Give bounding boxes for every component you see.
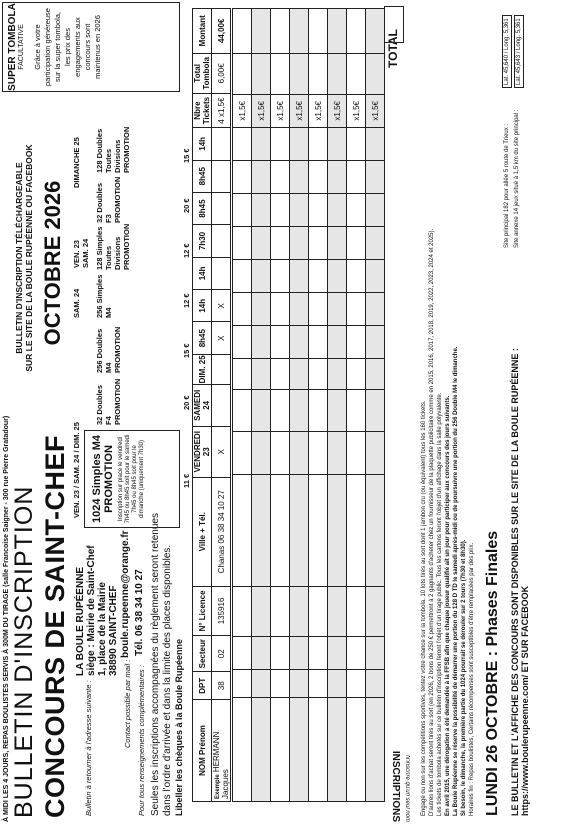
download-banner [14,128,34,388]
entry-cell[interactable] [328,259,347,292]
col-t4: 7h30 [193,225,212,257]
entry-cell[interactable] [366,697,385,801]
site-annexe: Site annexe 14 jeux situé à 1,5 km du site principal : [514,109,520,248]
entry-cell[interactable] [290,9,309,54]
entry-cell[interactable] [233,326,252,359]
entry-cell[interactable] [290,127,309,160]
entry-cell[interactable] [328,193,347,226]
entry-cell[interactable] [328,586,347,636]
top-strip: À MIDI LES 4 JOURS, REPAS BOULISTES SERVIS À 300M DU TIRAGE (salle Francoise Saigner - 300 rue Pierre Gratadour) [3,415,10,822]
entry-cell[interactable] [271,326,290,359]
cheque-note: Libeller les chèques à la Boule Rupéenne [174,638,184,816]
entry-cell[interactable] [309,226,328,259]
entry-cell[interactable] [290,326,309,359]
day-header-2: SAM. 24 [72,288,81,318]
entry-cell[interactable] [252,292,271,325]
entry-cell[interactable] [309,586,328,636]
col-nbre: Nbre Tickets [193,94,212,128]
registration-table [192,8,231,802]
event-1024-simples [84,430,180,528]
table-row [252,9,271,802]
total-label: TOTAL [386,29,400,68]
example-ticket-price: x1,5€ [216,97,226,118]
entry-cell[interactable] [347,54,366,94]
entry-cell[interactable] [328,636,347,669]
entry-cell[interactable] [328,326,347,359]
entry-cell[interactable] [309,193,328,226]
entry-cell[interactable] [366,636,385,669]
entry-cell[interactable] [233,259,252,292]
entry-cell[interactable] [271,127,290,160]
entry-cell[interactable] [309,697,328,801]
entry-cell[interactable] [271,9,290,54]
price-6: 20 € [182,198,191,213]
entry-cell[interactable] [309,160,328,193]
col-t6: 8h45 [193,160,212,192]
entry-cell[interactable] [252,54,271,94]
entry-cell[interactable] [271,359,290,390]
entry-cell[interactable] [347,292,366,325]
table-row [233,9,252,802]
table-row [347,9,366,802]
ticket-cell[interactable]: x1,5€ [366,94,385,127]
entry-cell[interactable] [309,9,328,54]
entry-cell[interactable] [233,193,252,226]
col-tombola: Total Tombola [193,53,212,93]
col-montant: Montant [193,9,212,54]
col-ville: Ville + Tél. [193,477,212,586]
price-7: 15 € [182,148,191,163]
entry-cell[interactable] [347,160,366,193]
entry-cell[interactable] [328,9,347,54]
entry-cell[interactable] [252,193,271,226]
entry-cell[interactable] [347,697,366,801]
entry-cell[interactable] [309,259,328,292]
entry-cell[interactable] [347,9,366,54]
entry-cell[interactable] [233,292,252,325]
col-ven: VENDREDI 23 [193,426,212,477]
entry-cell[interactable] [290,636,309,669]
entry-cell[interactable] [309,292,328,325]
example-name: HERMANN Jacques [212,731,230,799]
entry-rows [232,8,385,802]
example-licence: 135916 [212,586,231,635]
entry-cell[interactable] [366,54,385,94]
entry-cell[interactable] [309,475,328,586]
example-ville [212,477,231,586]
entry-cell[interactable] [233,160,252,193]
example-secteur: 02 [212,636,231,672]
entry-cell[interactable] [252,259,271,292]
event-head-4: 256 Simples M4 [95,274,113,318]
event-head-2: 32 Doubles F4 PROMOTION [95,378,122,425]
entry-cell[interactable] [290,259,309,292]
price-2: 20 € [182,395,191,410]
entry-cell[interactable] [252,389,271,432]
return-label: Bulletin à retourner à l'adresse suivante : [84,680,93,816]
address-line: LA BOULE RUPÉENNE [75,566,86,676]
month-title: OCTOBRE 2026 [40,180,65,346]
example-dpt: 38 [212,672,231,700]
entry-cell[interactable] [328,697,347,801]
example-tombola: 6,00€ [212,53,231,93]
entry-cell[interactable] [328,475,347,586]
entry-cell[interactable] [366,127,385,160]
price-5: 12 € [182,243,191,258]
col-dpt: DPT [193,672,212,700]
rule: D'autres lions d'achat seront tirés au sort (en 2026, 2 bons de 250 € permettront à 2 gagnants d'acheter chez un fournisseur de la plaquette publicitaire comme en 2015, 2016, 2017, 2018, 2019, 2022, 2023, 2024 et 2025). [429,228,435,816]
entry-cell[interactable] [366,432,385,475]
entry-cell[interactable] [328,54,347,94]
table-row [328,9,347,802]
site-principal: Site principal 182 pour allée 5 route de Trieux : [504,123,510,248]
entry-cell[interactable] [366,9,385,54]
entry-cell[interactable] [309,54,328,94]
ticket-cell[interactable]: x1,5€ [347,94,366,127]
site-line[interactable]: LE BULLETIN ET L'AFFICHE DES CONCOURS SONT DISPONIBLES SUR LE SITE DE LA BOULE RUPÉENNE : https://www.boulerupeenne.com/ ET SUR FACEBOOK [510,348,530,816]
entry-cell[interactable] [366,586,385,636]
col-nom: NOM Prénom [193,700,212,802]
col-licence: N° Licence [193,586,212,635]
entry-cell[interactable] [290,359,309,390]
entry-cell[interactable] [366,475,385,586]
entry-cell[interactable] [309,359,328,390]
address-block [75,545,119,676]
ticket-cell[interactable]: x1,5€ [309,94,328,127]
col-secteur: Secteur [193,636,212,672]
entry-cell[interactable] [347,226,366,259]
page-title-line1: BULLETIN D'INSCRIPTION [10,485,38,818]
entry-cell[interactable] [252,669,271,697]
example-tickets [212,94,231,128]
entry-cell[interactable] [233,669,252,697]
entry-cell[interactable] [271,292,290,325]
entry-cell[interactable] [366,160,385,193]
col-dim: DIM. 25 [193,354,212,384]
entry-cell[interactable] [309,127,328,160]
event-head-5: 128 Simples Toutes Divisions PROMOTION [95,223,131,270]
entry-cell[interactable] [233,586,252,636]
entry-cell[interactable] [271,586,290,636]
day-header-1: VEN. 23 / SAM. 24 / DIM. 25 [72,422,81,518]
entry-cell[interactable] [328,226,347,259]
email-label: Contact possible par mail : [123,659,132,748]
entry-cell[interactable] [366,193,385,226]
table-row [366,9,385,802]
entry-cell[interactable] [271,432,290,475]
entry-cell[interactable] [290,669,309,697]
event-detail: Inscription sur place le vendredi 7h45 ou 8h45 soit pour le samedi 7h45 ou 8h45 soit pour le dimanche (uniquement 7h30) [118,434,145,524]
side-sub: N'inscrire qu'un seul nom [404,755,410,822]
entry-cell[interactable] [290,160,309,193]
entry-cell[interactable] [366,389,385,432]
entry-cell[interactable] [347,475,366,586]
download-line-1: BULLETIN D'INSCRIPTION TÉLÉCHARGEABLE [14,162,24,354]
entry-cell[interactable] [252,127,271,160]
entry-cell[interactable] [366,669,385,697]
ticket-cell[interactable]: x1,5€ [290,94,309,127]
entry-cell[interactable] [328,127,347,160]
entry-cell[interactable] [328,359,347,390]
ticket-cell[interactable]: x1,5€ [233,94,252,127]
example-label: Exemple [215,774,221,799]
entry-cell[interactable] [347,636,366,669]
entry-cell[interactable] [252,432,271,475]
entry-cell[interactable] [309,326,328,359]
phone: Tél. 06 38 34 10 27 [134,569,145,656]
table-row [271,9,290,802]
entry-cell[interactable] [290,697,309,801]
table-row [309,9,328,802]
entry-cell[interactable] [328,292,347,325]
entry-cell[interactable] [233,432,252,475]
entry-cell[interactable] [328,389,347,432]
entry-cell[interactable] [252,9,271,54]
entry-cell[interactable] [233,359,252,390]
entry-cell[interactable] [252,586,271,636]
entry-cell[interactable] [271,669,290,697]
entry-cell[interactable] [347,359,366,390]
super-tombola-title: SUPER TOMBOLA [7,3,18,91]
event-head-3: 256 Doubles M4 PROMOTION [95,326,122,373]
entry-cell[interactable] [328,669,347,697]
example-tel: 06 38 34 10 27 [216,490,226,544]
address-line: 1, place de la Mairie [97,582,108,676]
entry-cell[interactable] [271,259,290,292]
rule: Horaires fin : Repas boulistes, Certains récompenses sont susceptibles d'être remplacées par des prix. [469,542,475,816]
entry-cell[interactable] [233,9,252,54]
finals-line: LUNDI 26 OCTOBRE : Phases Finales [484,530,501,816]
rule: Si besoin, le dimanche, la première partie du 1024 pourrait se dérouler sur 2 tours (7h30 et 8h30). [461,539,467,816]
email[interactable]: boule.rupeenne@orange.fr [120,530,131,658]
entry-cell[interactable] [271,160,290,193]
entry-cell[interactable] [347,259,366,292]
entry-cell[interactable] [271,697,290,801]
entry-cell[interactable] [347,326,366,359]
event-name: 1024 Simples M4 PROMOTION [91,434,115,524]
page-title-line2: CONCOURS DE SAINT-CHEF [40,434,70,818]
entry-cell[interactable] [347,669,366,697]
entry-cell[interactable] [347,432,366,475]
entry-cell[interactable] [252,326,271,359]
entry-cell[interactable] [347,127,366,160]
entry-cell[interactable] [290,54,309,94]
entry-cell[interactable] [233,54,252,94]
col-t5: 8h45 [193,192,212,224]
total-box[interactable] [384,6,404,43]
entry-cell[interactable] [309,389,328,432]
price-3: 15 € [182,343,191,358]
entry-cell[interactable] [233,127,252,160]
entry-cell[interactable] [366,359,385,390]
event-head-7: 128 Doubles Toutes Divisions PROMOTION [95,126,131,173]
download-line-2: SUR LE SITE DE LA BOULE RUPÉENNE OU FACEBOOK [24,144,34,372]
table-row [290,9,309,802]
entry-cell[interactable] [233,697,252,801]
rules-block [420,116,476,816]
phone-label: Pour tous renseignements complémentaires : [137,665,146,816]
col-sam: SAMEDI 24 [193,384,212,426]
entry-cell[interactable] [366,259,385,292]
entry-cell[interactable] [252,636,271,669]
price-1: 11 € [182,473,191,488]
example-mark: X [212,322,231,354]
example-montant: 44,00€ [212,9,231,54]
ticket-cell[interactable]: x1,5€ [271,94,290,127]
event-head-6: 32 Doubles F3 PROMOTION [95,176,122,223]
rule: Engagé ou non sur les compétitions sportives, tentez votre chance sur la tombola. 10 lots tirés au sort dont 1 jambon cru (ou équivalent) tous les 160 tickets. [421,400,427,816]
ticket-cell[interactable]: x1,5€ [328,94,347,127]
rule: La Boule Rupéenne se réserve la possibilité de démarrer une portion du 128 D TD le samedi après-midi ou de poursuivre une portion du 256 Double M4 le dimanche. [453,346,459,816]
col-t3: 14h [193,257,212,289]
example-city: Chanas [216,545,226,574]
rule: En avril 2015, une dérogation a été demandée à la FFSB afin que chaque joueur qualifié ait un jour pour participer aux concours des jours suivants. [445,395,451,816]
entry-cell[interactable] [252,359,271,390]
entry-cell[interactable] [290,475,309,586]
entry-cell[interactable] [366,326,385,359]
super-tombola-sub: FACULTATIVE [18,24,25,70]
entry-cell[interactable] [271,389,290,432]
day-header-3: VEN. 23 SAM. 24 [72,238,90,268]
entry-cell[interactable] [347,586,366,636]
side-label: INSCRIPTIONS [390,750,401,822]
price-4: 12 € [182,293,191,308]
entry-cell[interactable] [233,389,252,432]
notice-2: dans l'ordre d'arrivée et dans la limite des places disponibles. [162,544,173,816]
notice-1: Seules les inscriptions accompagnées du règlement seront retenues [150,513,161,816]
entry-cell[interactable] [290,389,309,432]
entry-cell[interactable] [233,226,252,259]
entry-cell[interactable] [309,669,328,697]
entry-cell[interactable] [347,389,366,432]
entry-cell[interactable] [233,636,252,669]
entry-cell[interactable] [290,586,309,636]
entry-cell[interactable] [290,193,309,226]
entry-cell[interactable] [252,697,271,801]
entry-cell[interactable] [271,226,290,259]
entry-cell[interactable] [271,54,290,94]
address-line: 38890 SAINT-CHEF [108,585,119,676]
entry-cell[interactable] [366,292,385,325]
entry-cell[interactable] [309,636,328,669]
col-t1: 8h45 [193,322,212,354]
entry-cell[interactable] [271,636,290,669]
entry-cell[interactable] [328,160,347,193]
super-tombola-box [2,2,180,92]
example-nom [212,700,231,802]
ticket-cell[interactable]: x1,5€ [252,94,271,127]
example-mark: X [212,290,231,322]
col-t7: 14h [193,128,212,160]
entry-cell[interactable] [271,193,290,226]
entry-cell[interactable] [271,475,290,586]
entry-cell[interactable] [290,226,309,259]
col-t2: 14h [193,290,212,322]
entry-cell[interactable] [252,475,271,586]
entry-cell[interactable] [233,475,252,586]
entry-cell[interactable] [252,226,271,259]
super-tombola-text: Grâce à votre participation généreuse sur la super tombola, les prix des engagements aux concours sont maintenus en 2026 [33,8,102,86]
entry-cell[interactable] [290,432,309,475]
entry-cell[interactable] [309,432,328,475]
example-tickets-count: 4 [216,119,226,124]
address-line: siège : Mairie de Saint-Chef [86,545,97,676]
rule: Les tickets de tombola achetés sur ce bulletin d'inscription feront l'objet d'un tirage public. Tous les cartons feront l'objet d'un affichage dans la salle polyvalente. [437,392,443,816]
entry-cell[interactable] [290,292,309,325]
entry-cell[interactable] [347,193,366,226]
coords-2: Lat. 45,643 / Long. 5,361 [514,15,524,88]
entry-cell[interactable] [252,160,271,193]
entry-cell[interactable] [328,432,347,475]
coords-1: Lat. 45,640 / Long. 5,361 [502,15,512,88]
entry-cell[interactable] [366,226,385,259]
day-header-4: DIMANCHE 25 [72,137,81,188]
example-mark: X [212,426,231,477]
